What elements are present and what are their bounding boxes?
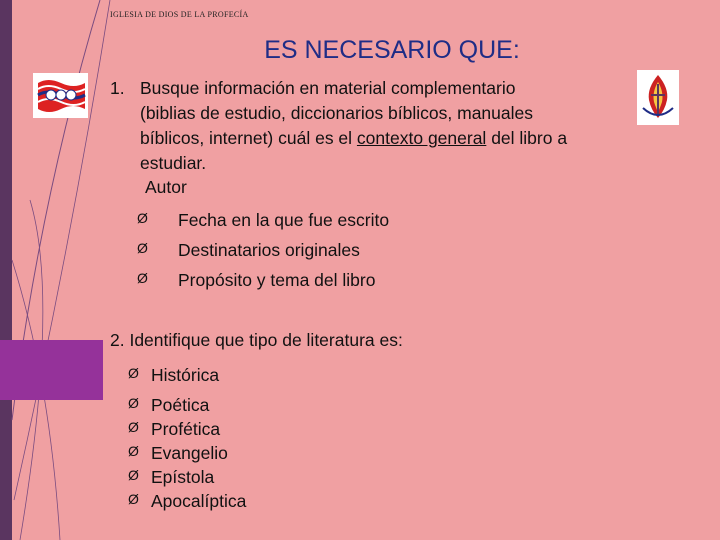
literature-epistola (128, 467, 214, 488)
item-1-line-3-post: del libro a (486, 128, 568, 148)
literature-poetica (128, 395, 209, 416)
church-emblem (637, 70, 679, 125)
arrow-bullet-icon: Ø (137, 210, 148, 226)
bullet-destinatarios (137, 240, 360, 261)
arrow-bullet-icon: Ø (128, 419, 139, 435)
bullet-proposito (137, 270, 375, 291)
arrow-bullet-icon: Ø (137, 240, 148, 256)
item-1-line-4: estudiar. (140, 153, 207, 173)
arrow-bullet-icon: Ø (128, 395, 139, 411)
title-text: ES NECESARIO QUE: (264, 36, 520, 64)
arrow-bullet-icon: Ø (128, 467, 139, 483)
contexto-general-underlined: contexto general (356, 128, 487, 148)
item-1-number: 1. (110, 78, 125, 98)
bullet-text: Fecha en la que fue escrito (178, 210, 390, 230)
literature-apocaliptica (128, 491, 246, 512)
church-emblem-icon (637, 70, 679, 125)
item-2: 2. Identifique que tipo de literatura es: (110, 330, 403, 350)
literature-evangelio (128, 443, 228, 464)
item-1-line-3 (140, 127, 567, 151)
item-1-line-1: Busque información en material complementario (140, 78, 516, 98)
bullet-text: Destinatarios originales (178, 240, 360, 260)
bullet-fecha (137, 210, 389, 231)
literature-text: Epístola (151, 467, 215, 487)
arrow-bullet-icon: Ø (128, 491, 139, 507)
flag-logo (33, 73, 88, 118)
page-header: IGLESIA DE DIOS DE LA PROFECÍA (110, 10, 249, 19)
arrow-bullet-icon: Ø (128, 443, 139, 459)
literature-text: Apocalíptica (151, 491, 247, 511)
literature-historica (128, 365, 219, 386)
item-1-line-2: (biblias de estudio, diccionarios bíblicos, manuales (140, 103, 533, 123)
literature-text: Histórica (151, 365, 220, 385)
flag-logo-icon (33, 73, 88, 118)
literature-text: Poética (151, 395, 210, 415)
page-title (0, 36, 720, 65)
literature-text: Profética (151, 419, 221, 439)
item-1-line-3-pre: bíblicos, internet) cuál es el (140, 128, 357, 148)
accent-block (0, 340, 103, 400)
literature-profetica (128, 419, 220, 440)
literature-text: Evangelio (151, 443, 228, 463)
item-1-line-5: Autor (145, 177, 187, 197)
bullet-text: Propósito y tema del libro (178, 270, 376, 290)
arrow-bullet-icon: Ø (128, 365, 139, 381)
arrow-bullet-icon: Ø (137, 270, 148, 286)
